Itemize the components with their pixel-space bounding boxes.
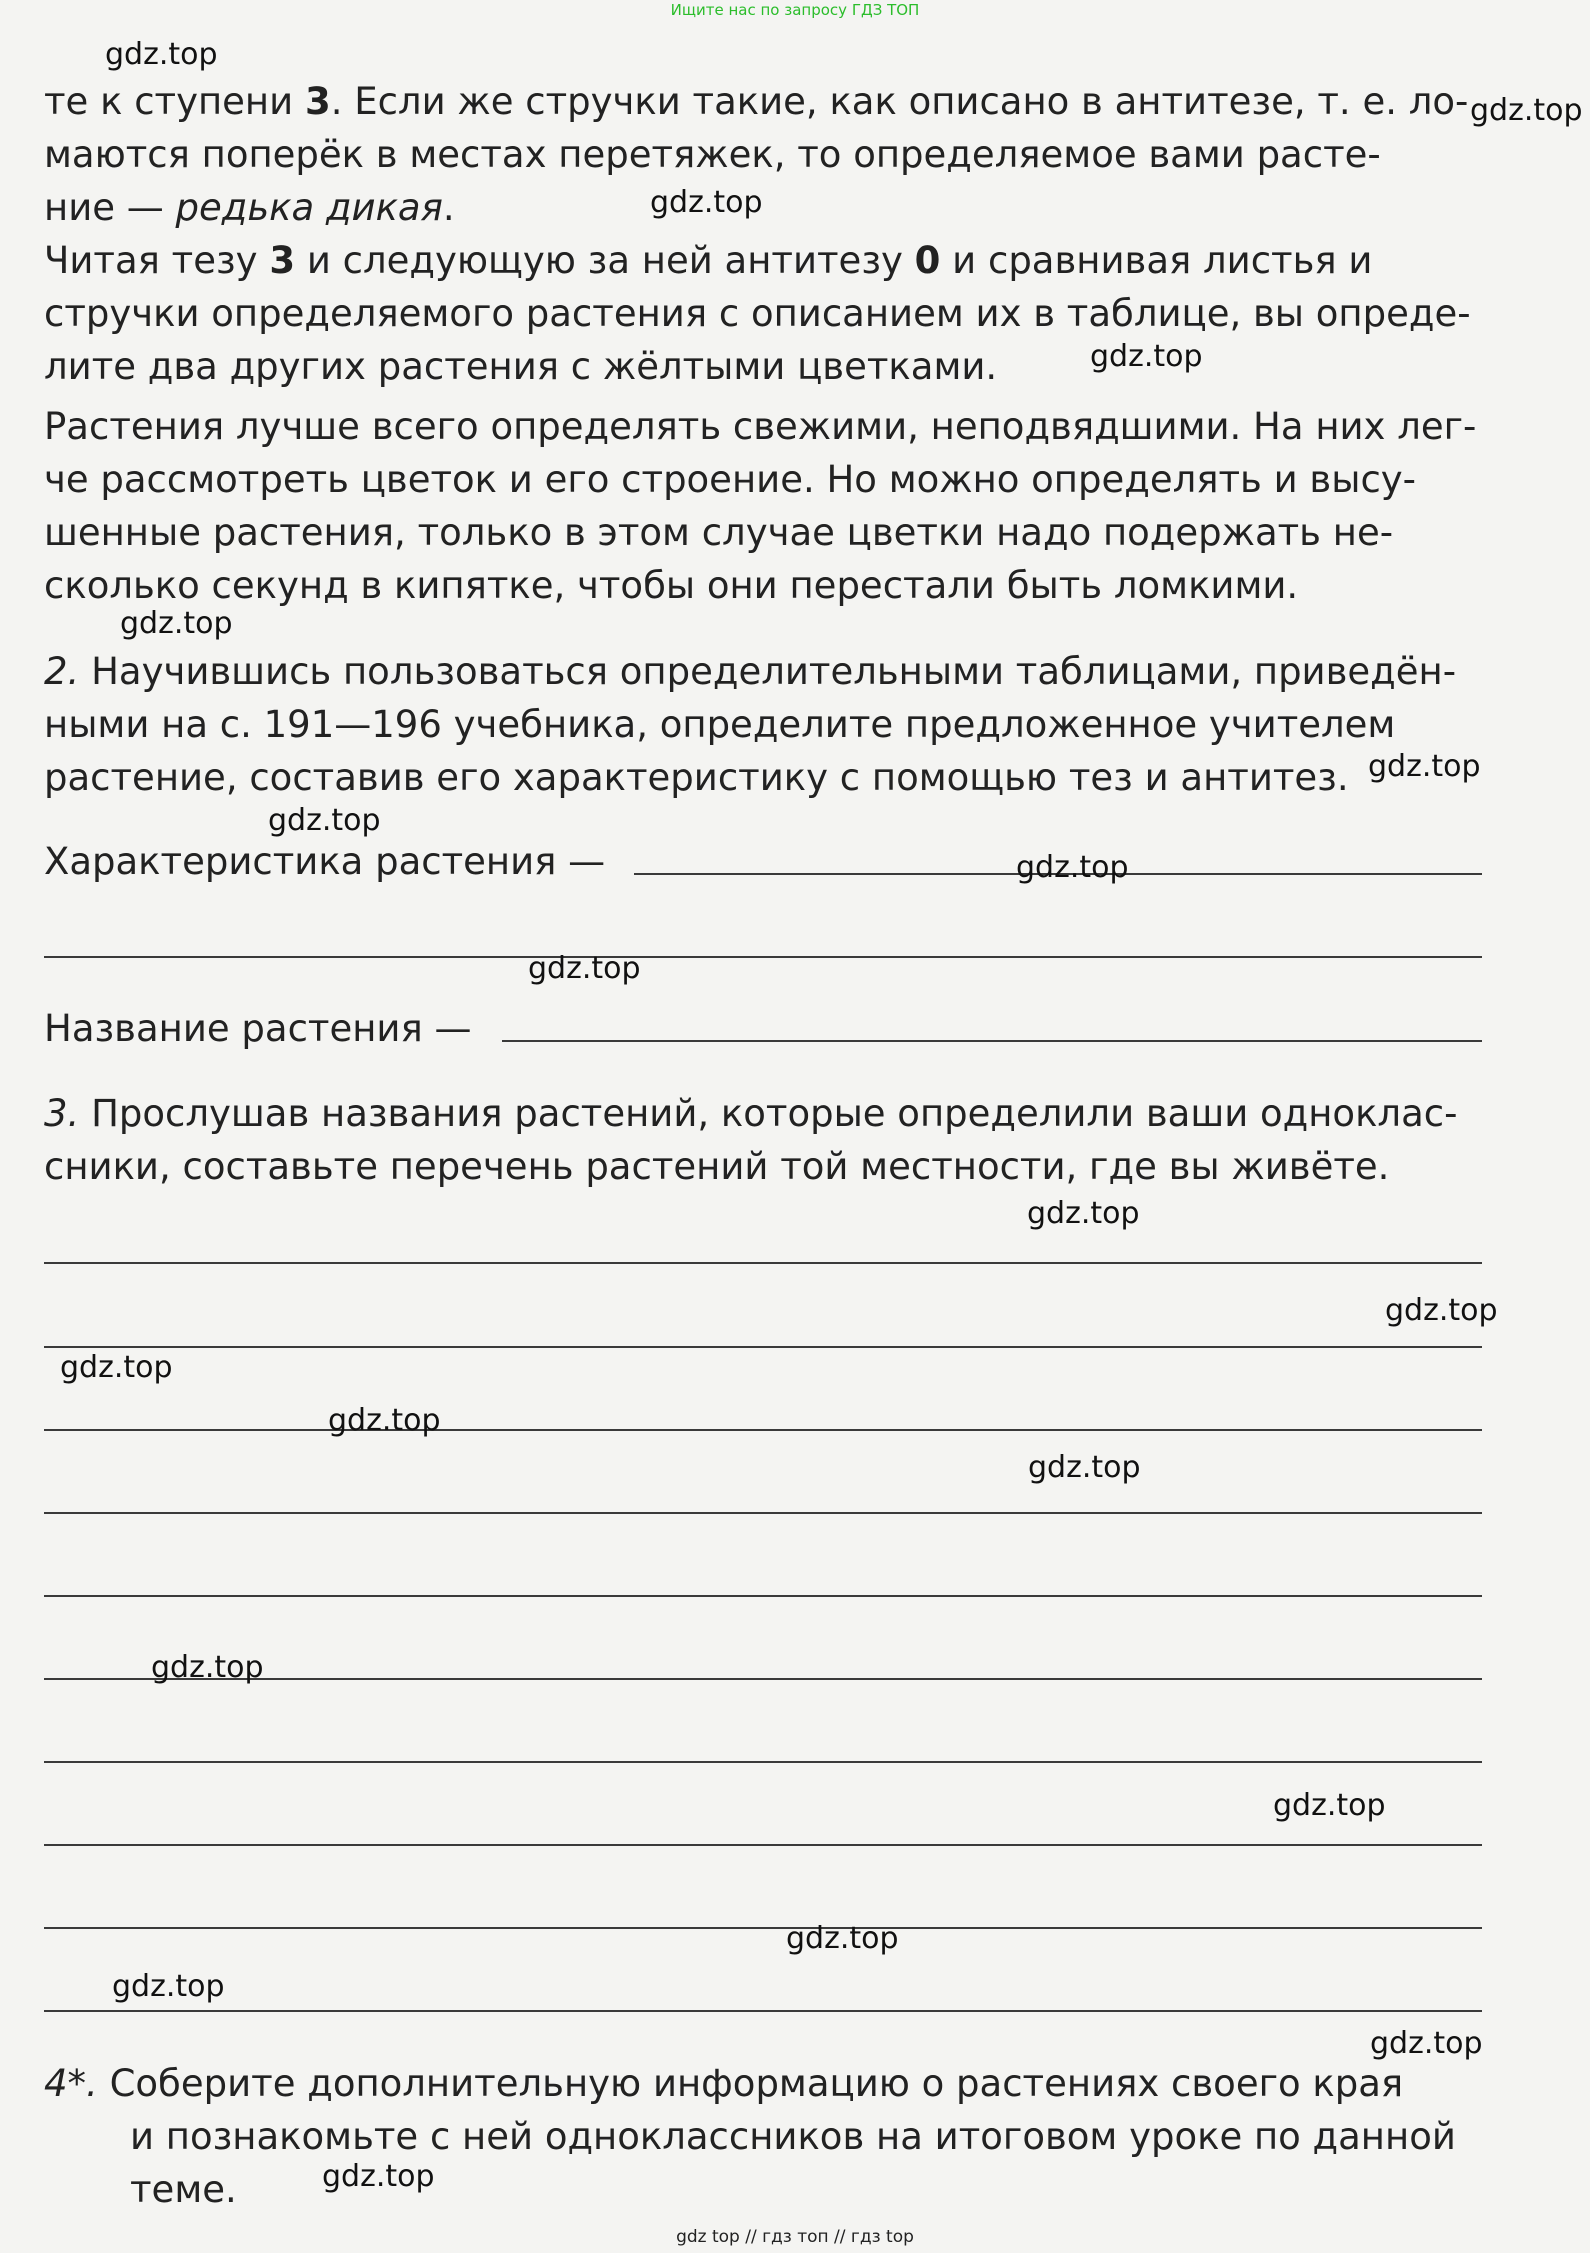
p2-antithesis-number: 0 — [914, 239, 941, 282]
p1-line2 — [44, 128, 1484, 181]
task2-line2 — [44, 698, 1484, 751]
task2-l1: Научившись пользоваться определительными таблицами, приведён- — [79, 650, 1457, 693]
list-answer-line-10[interactable] — [44, 2010, 1482, 2012]
watermark: gdz.top — [1016, 850, 1129, 885]
p1-line3 — [44, 181, 1484, 234]
task4-l1: Соберите дополнительную информацию о растениях своего края — [97, 2062, 1404, 2105]
list-answer-line-1[interactable] — [44, 1262, 1482, 1264]
p3-line2-text: че рассмотреть цветок и его строение. Но можно определять и высу- — [44, 458, 1417, 501]
watermark: gdz.top — [1273, 1788, 1386, 1823]
list-answer-line-7[interactable] — [44, 1761, 1482, 1763]
task3-number: 3. — [44, 1092, 80, 1135]
characteristic-label — [44, 835, 1484, 888]
p2-text-e: и сравнивая листья и — [940, 239, 1373, 282]
p2-thesis-number: 3 — [269, 239, 296, 282]
list-answer-line-9[interactable] — [44, 1927, 1482, 1929]
watermark: gdz.top — [1027, 1196, 1140, 1231]
p3-line3 — [44, 506, 1484, 559]
p2-line1 — [44, 234, 1484, 287]
task3-line1 — [44, 1087, 1484, 1140]
task4-l3: теме. — [130, 2168, 237, 2211]
task3-line2 — [44, 1140, 1484, 1193]
p2-line2 — [44, 287, 1484, 340]
p3-line1-text: Растения лучше всего определять свежими, неподвядшими. На них лег- — [44, 405, 1477, 448]
task2-line3 — [44, 751, 1484, 804]
p2-text-a: Читая тезу — [44, 239, 270, 282]
p2-line2-text: стручки определяемого растения с описанием их в таблице, вы опреде- — [44, 292, 1471, 335]
watermark: gdz.top — [528, 951, 641, 986]
watermark: gdz.top — [786, 1921, 899, 1956]
watermark: gdz.top — [1028, 1450, 1141, 1485]
watermark: gdz.top — [112, 1969, 225, 2004]
watermark: gdz.top — [120, 606, 233, 641]
p1-text-a: те к ступени — [44, 80, 305, 123]
p2-line3 — [44, 340, 1484, 393]
p3-line2 — [44, 453, 1484, 506]
p2-line3-text: лите два других растения с жёлтыми цветками. — [44, 345, 998, 388]
p1-text-c: . Если же стручки такие, как описано в антитезе, т. е. ло- — [330, 80, 1469, 123]
task3-l2: сники, составьте перечень растений той местности, где вы живёте. — [44, 1145, 1390, 1188]
task2-l3: растение, составив его характеристику с помощью тез и антитез. — [44, 756, 1349, 799]
task4-line2 — [130, 2110, 1484, 2163]
p3-line4-text: сколько секунд в кипятке, чтобы они перестали быть ломкими. — [44, 564, 1299, 607]
watermark: gdz.top — [1470, 93, 1583, 128]
watermark: gdz.top — [328, 1403, 441, 1438]
bottom-banner[interactable]: gdz top // гдз топ // гдз top — [676, 2227, 914, 2247]
list-answer-line-4[interactable] — [44, 1512, 1482, 1514]
p1-step-number: 3 — [304, 80, 331, 123]
watermark: gdz.top — [1385, 1293, 1498, 1328]
p3-line3-text: шенные растения, только в этом случае цветки надо подержать не- — [44, 511, 1394, 554]
name-label — [44, 1002, 1484, 1055]
name-answer-line[interactable] — [502, 1040, 1482, 1042]
p1-line2-text: маются поперёк в местах перетяжек, то определяемое вами расте- — [44, 133, 1381, 176]
task4-number: 4*. — [44, 2062, 98, 2105]
watermark: gdz.top — [650, 185, 763, 220]
watermark: gdz.top — [322, 2159, 435, 2194]
task3-l1: Прослушав названия растений, которые определили ваши одноклас- — [79, 1092, 1458, 1135]
task2-number: 2. — [44, 650, 80, 693]
watermark: gdz.top — [105, 37, 218, 72]
characteristic-label-text: Характеристика растения — — [44, 840, 606, 883]
top-banner[interactable]: Ищите нас по запросу ГДЗ ТОП — [670, 1, 920, 19]
watermark: gdz.top — [268, 803, 381, 838]
characteristic-answer-line-2[interactable] — [44, 956, 1482, 958]
name-label-text: Название растения — — [44, 1007, 472, 1050]
task2-l2: ными на с. 191—196 учебника, определите предложенное учителем — [44, 703, 1396, 746]
watermark: gdz.top — [1090, 339, 1203, 374]
p3-line1 — [44, 400, 1484, 453]
watermark: gdz.top — [1370, 2026, 1483, 2061]
list-answer-line-3[interactable] — [44, 1429, 1482, 1431]
list-answer-line-8[interactable] — [44, 1844, 1482, 1846]
watermark: gdz.top — [1368, 749, 1481, 784]
p1-line1 — [44, 75, 1484, 128]
watermark: gdz.top — [151, 1650, 264, 1685]
task4-l2: и познакомьте с ней одноклассников на итоговом уроке по данной — [130, 2115, 1456, 2158]
list-answer-line-2[interactable] — [44, 1346, 1482, 1348]
task2-line1 — [44, 645, 1484, 698]
list-answer-line-5[interactable] — [44, 1595, 1482, 1597]
task4-line1 — [44, 2057, 1484, 2110]
p3-line4 — [44, 559, 1484, 612]
p2-text-c: и следующую за ней антитезу — [295, 239, 915, 282]
p1-text-e: ние — — [44, 186, 176, 229]
plant-name-italic: редька дикая — [175, 186, 443, 229]
p1-text-f: . — [442, 186, 455, 229]
watermark: gdz.top — [60, 1350, 173, 1385]
